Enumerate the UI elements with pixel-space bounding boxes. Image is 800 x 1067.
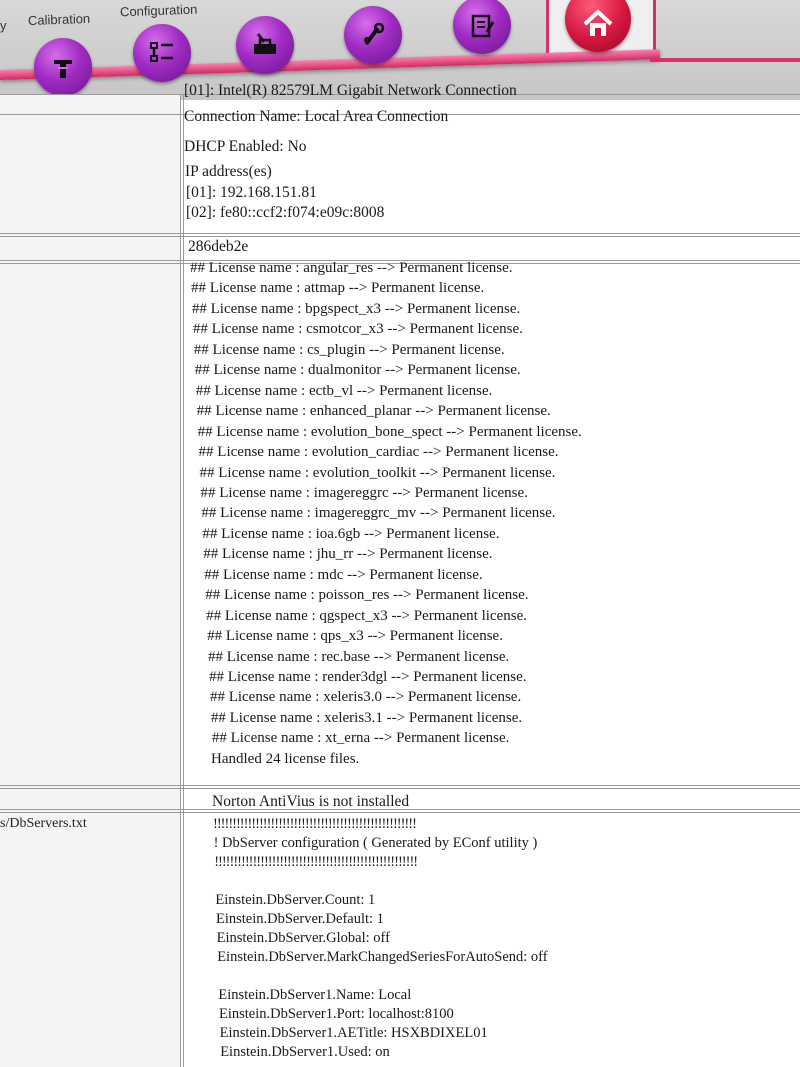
network-line: [01]: 192.168.151.81 [186,184,317,201]
tab-configuration-label[interactable]: Configuration [119,1,198,20]
tools-icon [358,20,388,50]
dbserver-line: ! DbServer configuration ( Generated by EConf utility ) [213,835,538,851]
license-row: ## License name : bpgspect_x3 --> Permanent license. [191,300,521,317]
network-line: [01]: Intel(R) 82579LM Gigabit Network Connection [184,82,517,99]
dbserver-line: !!!!!!!!!!!!!!!!!!!!!!!!!!!!!!!!!!!!!!!!!!!!!!!!!!!!! [213,816,416,832]
license-row: ## License name : rec.base --> Permanent license. [208,648,510,665]
dbserver-line: Einstein.DbServer1.Used: on [220,1044,390,1060]
license-row: ## License name : evolution_cardiac --> Permanent license. [198,444,559,461]
license-summary: Handled 24 license files. [211,750,360,767]
tab-utilities[interactable] [236,16,294,74]
toolbox-icon [250,30,280,60]
tab-calibration[interactable] [34,38,92,96]
antivirus-status: Norton AntiVius is not installed [212,793,410,810]
info-grid [0,82,800,1067]
toolbar-divider [0,49,660,80]
network-line: DHCP Enabled: No [184,138,307,155]
network-line: Connection Name: Local Area Connection [184,108,449,125]
license-row: ## License name : evolution_toolkit --> Permanent license. [199,464,556,481]
clipboard-edit-icon [467,10,497,40]
license-row: ## License name : csmotcor_x3 --> Permanent license. [192,321,523,338]
license-row: ## License name : ioa.6gb --> Permanent license. [202,525,500,542]
dbserver-line: !!!!!!!!!!!!!!!!!!!!!!!!!!!!!!!!!!!!!!!!!!!!!!!!!!!!! [214,854,418,870]
dbserver-line: Einstein.DbServer.Default: 1 [216,911,384,927]
license-row: ## License name : jhu_rr --> Permanent license. [203,546,493,563]
license-row: ## License name : evolution_bone_spect --> Permanent license. [197,423,582,440]
license-row: ## License name : ectb_vl --> Permanent license. [195,382,493,399]
license-row: ## License name : cs_plugin --> Permanent license. [193,341,505,358]
license-row: ## License name : attmap --> Permanent license. [190,280,485,297]
host-id: 286deb2e [188,238,249,255]
tab-label-partial: y [0,18,7,33]
toolbar-divider-right [650,58,800,62]
settings-list-icon [147,38,177,68]
row-divider [0,788,800,789]
network-line: IP address(es) [185,163,272,180]
license-row: ## License name : poisson_res --> Permanent license. [205,587,529,604]
dbserver-line: Einstein.DbServer.Global: off [216,930,390,946]
license-row: ## License name : angular_res --> Permanent license. [190,260,513,276]
license-row: ## License name : mdc --> Permanent license. [204,566,483,583]
license-row: ## License name : render3dgl --> Permanent license. [209,669,527,685]
dbserver-line: Einstein.DbServer.MarkChangedSeriesForAutoSend: off [217,949,548,965]
license-row: ## License name : xeleris3.0 --> Permanent license. [209,689,522,706]
home-icon [580,6,616,42]
license-row: ## License name : imagereggrc --> Permanent license. [200,484,528,501]
wrench-icon [48,52,78,82]
tab-calibration-label[interactable]: Calibration [27,10,91,29]
license-row: ## License name : xt_erna --> Permanent license. [211,730,510,747]
column-divider-inner [183,94,184,1067]
dbserver-line: Einstein.DbServer1.Name: Local [218,987,412,1003]
license-row: ## License name : qgspect_x3 --> Permanent license. [206,607,527,624]
dbservers-file-label: s/DbServers.txt [0,816,87,831]
tab-configuration[interactable] [133,24,191,82]
row-divider [0,236,800,237]
dbserver-line: Einstein.DbServer1.Port: localhost:8100 [219,1006,454,1022]
column-divider [180,94,181,1067]
dbserver-line: Einstein.DbServer1.AETitle: HSXBDIXEL01 [219,1025,488,1041]
license-row: ## License name : qps_x3 --> Permanent license. [207,628,503,645]
row-divider [0,785,800,786]
left-column [0,94,180,1067]
tab-reports[interactable] [453,0,511,54]
dbserver-line: Einstein.DbServer.Count: 1 [215,892,376,908]
license-row: ## License name : enhanced_planar --> Permanent license. [196,403,551,420]
tab-service[interactable] [344,6,402,64]
license-row: ## License name : imagereggrc_mv --> Permanent license. [201,505,556,522]
license-row: ## License name : dualmonitor --> Permanent license. [194,362,521,379]
network-line: [02]: fe80::ccf2:f074:e09c:8008 [186,204,385,221]
license-row: ## License name : xeleris3.1 --> Permanent license. [210,709,523,726]
row-divider [0,233,800,234]
